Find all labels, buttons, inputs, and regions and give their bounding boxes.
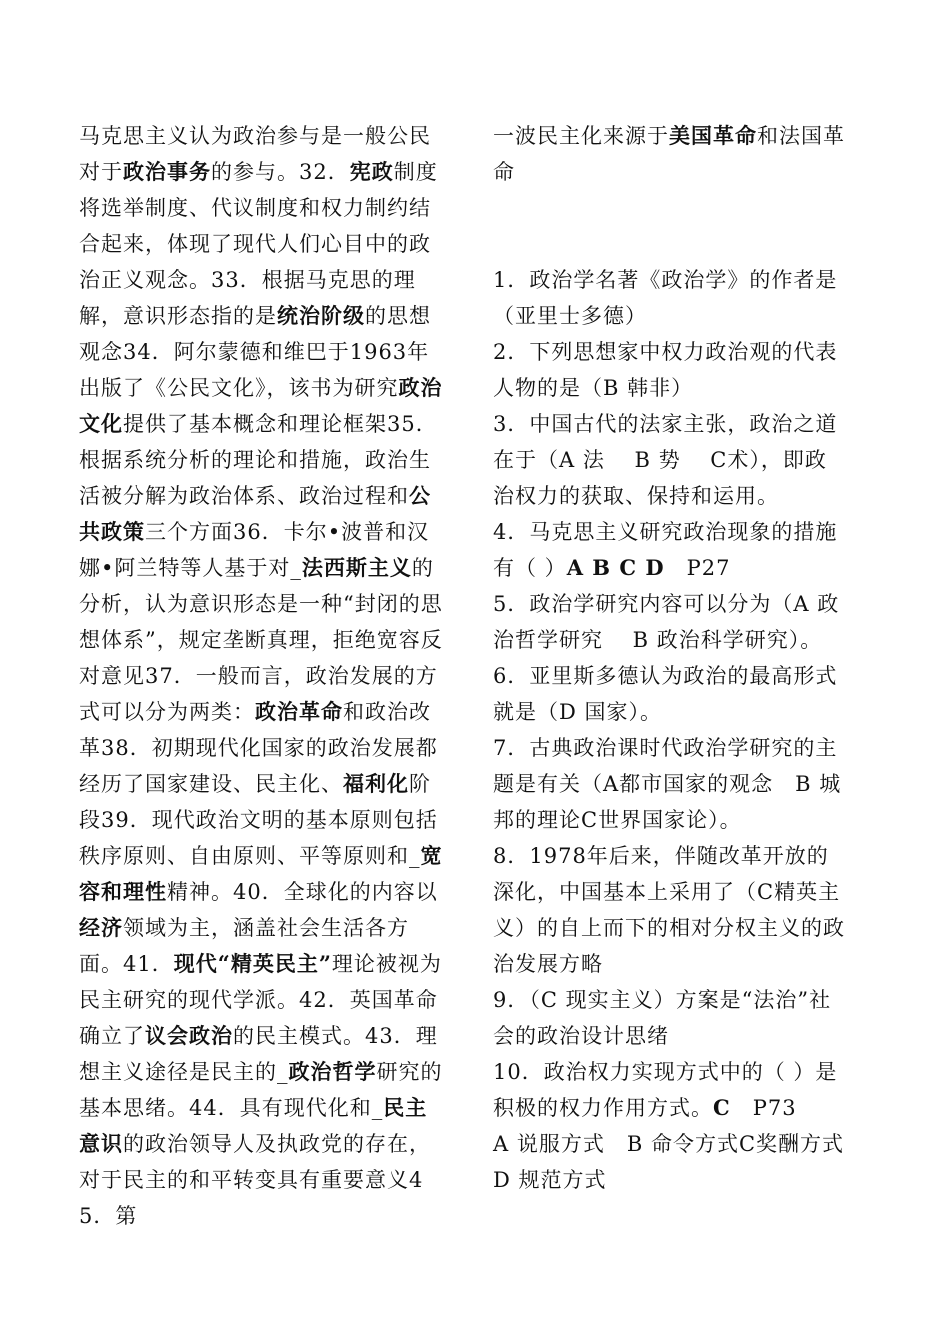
question-item xyxy=(493,1054,845,1126)
question-item xyxy=(493,334,845,406)
text-run: 马克思主义认为政治参与是一般公民对于 xyxy=(79,124,431,184)
text-run: 3．中国古代的法家主张，政治之道在于（A 法 B 势 C术），即政治权力的获取、保持和运用。 xyxy=(493,412,838,508)
text-run: 5．政治学研究内容可以分为（A 政治哲学研究 B 政治科学研究）。 xyxy=(493,592,840,652)
emphasis-text: 福利化 xyxy=(343,771,409,796)
text-run: 研究的基本思绪。44．具有现代化和_ xyxy=(79,1060,443,1120)
emphasis-text: A B C D xyxy=(566,555,665,580)
emphasis-text: 法西斯主义 xyxy=(301,555,412,580)
question-item xyxy=(493,1126,867,1198)
text-run: 9．（C 现实主义）方案是“法治”社会的政治设计思绪 xyxy=(493,988,832,1048)
text-run: P27 xyxy=(664,556,731,580)
text-run: 的参与。32． xyxy=(211,160,350,184)
text-run: 1．政治学名著《政治学》的作者是（亚里士多德） xyxy=(493,268,838,328)
text-run: 6．亚里斯多德认为政治的最高形式就是（D 国家）。 xyxy=(493,664,838,724)
text-run: 10．政治权力实现方式中的（ ）是积极的权力作用方式。 xyxy=(493,1060,838,1120)
text-run: 8．1978年后来，伴随改革开放的深化，中国基本上采用了（C精英主义）的自上而下的相对分权主义的政治发展方略 xyxy=(493,844,845,976)
emphasis-text: 经济 xyxy=(79,915,123,940)
emphasis-text: 政治文化 xyxy=(79,375,443,436)
text-run: A 说服方式 B 命令方式C奖酬方式 D 规范方式 xyxy=(493,1132,867,1192)
text-run: P73 xyxy=(730,1096,797,1120)
paragraph-gap xyxy=(493,190,845,262)
text-run: 阶段39．现代政治文明的基本原则包括秩序原则、自由原则、平等原则和_ xyxy=(79,772,438,868)
text-run: 提供了基本概念和理论框架35．根据系统分析的理论和措施，政治生活被分解为政治体系、政治过程和 xyxy=(79,412,438,508)
emphasis-text: 政治革命 xyxy=(255,699,343,724)
emphasis-text: 现代“精英民主” xyxy=(173,951,332,976)
text-run: 的政治领导人及执政党的存在，对于民主的和平转变具有重要意义45．第 xyxy=(79,1132,431,1228)
right-column xyxy=(493,118,867,1198)
emphasis-text: 宽容和理性 xyxy=(79,843,443,904)
emphasis-text: 议会政治 xyxy=(145,1023,233,1048)
emphasis-text: 政治事务 xyxy=(123,159,211,184)
emphasis-text: C xyxy=(713,1095,731,1120)
left-column xyxy=(79,118,443,1234)
question-item xyxy=(493,838,845,982)
text-run: 2．下列思想家中权力政治观的代表人物的是（B 韩非） xyxy=(493,340,838,400)
question-item xyxy=(493,262,845,334)
text-run: 理论被视为民主研究的现代学派。42．英国革命确立了 xyxy=(79,952,442,1048)
text-run: 精神。40．全球化的内容以 xyxy=(167,880,438,904)
emphasis-text: 政治哲学 xyxy=(288,1059,377,1084)
text-run: 7．古典政治课时代政治学研究的主题是有关（A都市国家的观念 B 城邦的理论C世界国家论）。 xyxy=(493,736,842,832)
text-run: 的民主模式。43．理想主义途径是民主的_ xyxy=(79,1024,438,1084)
question-item xyxy=(493,514,845,586)
emphasis-text: 宪政 xyxy=(349,159,394,184)
text-run: 和政治改革38．初期现代化国家的政治发展都经历了国家建设、民主化、 xyxy=(79,700,438,796)
question-item xyxy=(493,406,845,514)
right-column-continuation xyxy=(493,118,845,190)
question-item xyxy=(493,658,845,730)
text-run: 领域为主，涵盖社会生活各方面。41． xyxy=(79,916,409,976)
question-item xyxy=(493,982,845,1054)
emphasis-text: 民主意识 xyxy=(79,1095,428,1156)
emphasis-text: 公共政策 xyxy=(79,483,431,544)
question-list xyxy=(493,262,867,1198)
emphasis-text: 统治阶级 xyxy=(277,303,365,328)
text-run: 的分析，认为意识形态是一种“封闭的思想体系”，规定垄断真理，拒绝宽容反对意见37．一般而言，政治发展的方式可以分为两类： xyxy=(79,556,443,724)
emphasis-text: 美国革命 xyxy=(669,123,757,148)
left-paragraph xyxy=(79,118,443,1234)
text-run: 三个方面36．卡尔•波普和汉娜•阿兰特等人基于对_ xyxy=(79,520,430,580)
text-run: 和法国革命 xyxy=(493,124,845,184)
text-run: 的思想观念34．阿尔蒙德和维巴于1963年出版了《公民文化》，该书为研究 xyxy=(79,304,431,400)
text-run: 4．马克思主义研究政治现象的措施有（ ） xyxy=(493,520,838,580)
text-run: 一波民主化来源于 xyxy=(493,124,669,148)
question-item xyxy=(493,730,845,838)
text-run: 制度将选举制度、代议制度和权力制约结合起来，体现了现代人们心目中的政治正义观念。33．根据马克思的理解，意识形态指的是 xyxy=(79,160,438,328)
question-item xyxy=(493,586,845,658)
